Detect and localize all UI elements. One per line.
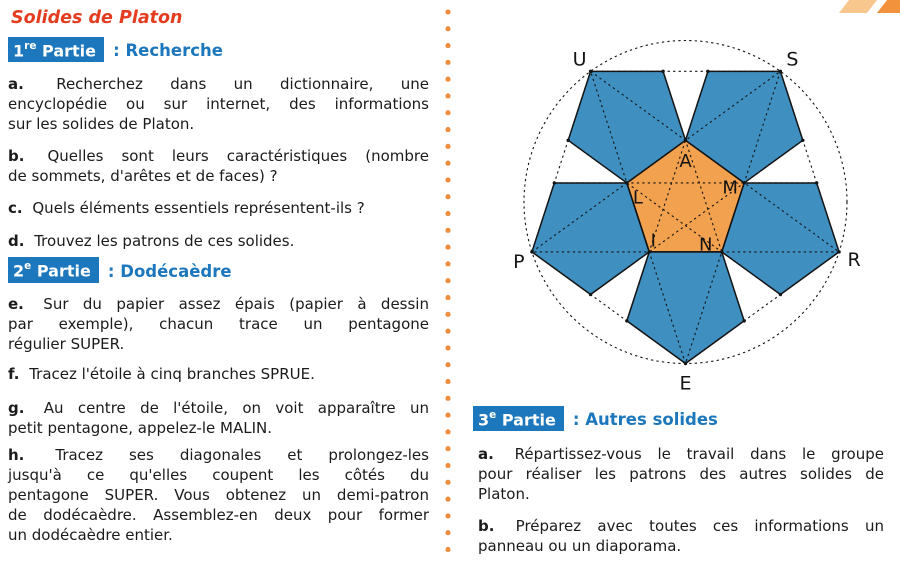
- colon: :: [107, 261, 115, 281]
- outer-vertex-label: E: [679, 372, 692, 395]
- item-text: Répartissez-vous le travail dans le groupe: [514, 445, 884, 464]
- colon: :: [572, 410, 580, 430]
- badge-ordinal: e: [24, 260, 32, 273]
- vertex-dot: [706, 70, 709, 73]
- item-label: b.: [8, 147, 25, 166]
- part3-title-text: Autres solides: [585, 410, 718, 430]
- left-column: [8, 6, 429, 557]
- vertex-dot: [589, 70, 592, 73]
- right-column: [473, 406, 884, 568]
- item-text: pour réaliser les patrons des autres solides de: [478, 465, 884, 484]
- part2-badge: [8, 257, 99, 282]
- item-text: régulier SUPER.: [8, 334, 125, 353]
- instruction-1c: [8, 198, 429, 218]
- item-label: f.: [8, 364, 20, 383]
- item-text: un dodécaèdre entier.: [8, 525, 173, 544]
- badge-number: 2: [13, 261, 25, 281]
- item-text: de dodécaèdre. Assemblez-en deux pour former: [8, 505, 429, 524]
- vertex-dot: [661, 70, 664, 73]
- outer-vertex-label: S: [786, 48, 799, 71]
- part2-heading: [8, 257, 429, 282]
- badge-ordinal: re: [24, 40, 37, 52]
- vertex-dot: [815, 181, 818, 184]
- inner-vertex-label: N: [699, 234, 713, 256]
- item-label: b.: [478, 517, 495, 536]
- item-label: c.: [8, 199, 23, 218]
- vertex-dot: [566, 139, 569, 142]
- item-text: encyclopédie ou sur internet, des informations: [8, 95, 429, 114]
- vertex-dot: [742, 319, 745, 322]
- item-label: a.: [8, 75, 24, 94]
- vertex-dot: [625, 181, 628, 184]
- part1-heading: [8, 37, 429, 62]
- item-text: Recherchez dans un dictionnaire, une: [56, 75, 429, 94]
- inner-vertex-label: A: [679, 150, 692, 172]
- vertex-dot: [684, 139, 687, 142]
- part2-title-text: Dodécaèdre: [120, 261, 232, 281]
- dodecahedron-net-svg: [455, 2, 900, 404]
- item-text: panneau ou un diaporama.: [478, 537, 682, 556]
- inner-vertex-label: I: [650, 230, 656, 252]
- vertex-dot: [801, 139, 804, 142]
- instruction-1a: [8, 74, 429, 134]
- item-label: g.: [8, 398, 25, 417]
- vertex-dot: [779, 293, 782, 296]
- dodecahedron-net-figure: [455, 2, 900, 408]
- instruction-1d: [8, 231, 429, 251]
- item-text: Quelles sont leurs caractéristiques (nombre: [47, 147, 429, 166]
- item-label: e.: [8, 294, 24, 313]
- badge-word: Partie: [501, 410, 556, 430]
- item-text: pentagone SUPER. Vous obtenez un demi-patron: [8, 485, 429, 504]
- vertex-dot: [625, 319, 628, 322]
- instruction-3b: [478, 516, 884, 556]
- vertex-dot: [553, 181, 556, 184]
- badge-number: 1: [13, 41, 25, 61]
- item-label: h.: [8, 445, 25, 464]
- item-text: Au centre de l'étoile, on voit apparaître un: [43, 398, 429, 417]
- item-text: jusqu'à ce qu'elles coupent les côtés du: [8, 465, 429, 484]
- item-text: par exemple), chacun trace un pentagone: [8, 314, 429, 333]
- outer-vertex-label: U: [572, 48, 587, 71]
- instruction-3a: [478, 444, 884, 504]
- outer-vertex-label: R: [847, 248, 861, 271]
- part1-badge: [8, 37, 104, 62]
- instruction-1b: [8, 146, 429, 186]
- vertex-dot: [530, 250, 533, 253]
- dotted-divider: [443, 6, 453, 554]
- part2-title: [108, 262, 232, 281]
- item-text: Quels éléments essentiels représentent-ils ?: [32, 199, 365, 218]
- inner-vertex-label: L: [632, 187, 643, 209]
- vertex-dot: [742, 181, 745, 184]
- part3-title: [573, 410, 718, 429]
- item-text: sur les solides de Platon.: [8, 115, 195, 134]
- vertex-dot: [589, 293, 592, 296]
- inner-vertex-label: M: [722, 177, 738, 199]
- item-label: d.: [8, 232, 25, 251]
- page-title: Solides de Platon: [11, 8, 183, 28]
- item-label: a.: [478, 445, 494, 464]
- item-text: Trouvez les patrons de ces solides.: [34, 232, 295, 251]
- badge-number: 3: [478, 410, 490, 430]
- outer-vertex-label: P: [513, 250, 525, 273]
- item-text: Tracez l'étoile à cinq branches SPRUE.: [29, 364, 315, 383]
- badge-word: Partie: [36, 261, 91, 281]
- instruction-2f: [8, 364, 429, 384]
- item-text: Platon.: [478, 485, 530, 504]
- item-text: Préparez avec toutes ces informations un: [515, 517, 884, 536]
- vertex-dot: [837, 250, 840, 253]
- item-text: de sommets, d'arêtes et de faces) ?: [8, 167, 278, 186]
- item-text: Tracez ses diagonales et prolongez-les: [55, 445, 429, 464]
- badge-ordinal: e: [489, 409, 497, 421]
- instruction-2e: [8, 294, 429, 354]
- vertex-dot: [720, 250, 723, 253]
- colon: :: [113, 41, 120, 61]
- part3-badge: [473, 406, 564, 431]
- item-text: petit pentagone, appelez-le MALIN.: [8, 418, 273, 437]
- instruction-2g: [8, 398, 429, 438]
- vertex-dot: [684, 362, 687, 365]
- instruction-2h: [8, 445, 429, 545]
- part3-heading: [473, 406, 884, 431]
- part1-title-text: Recherche: [125, 41, 223, 61]
- vertex-dot: [779, 70, 782, 73]
- badge-word: Partie: [42, 41, 96, 61]
- part1-title: [113, 41, 223, 60]
- item-text: Sur du papier assez épais (papier à dessin: [43, 294, 429, 313]
